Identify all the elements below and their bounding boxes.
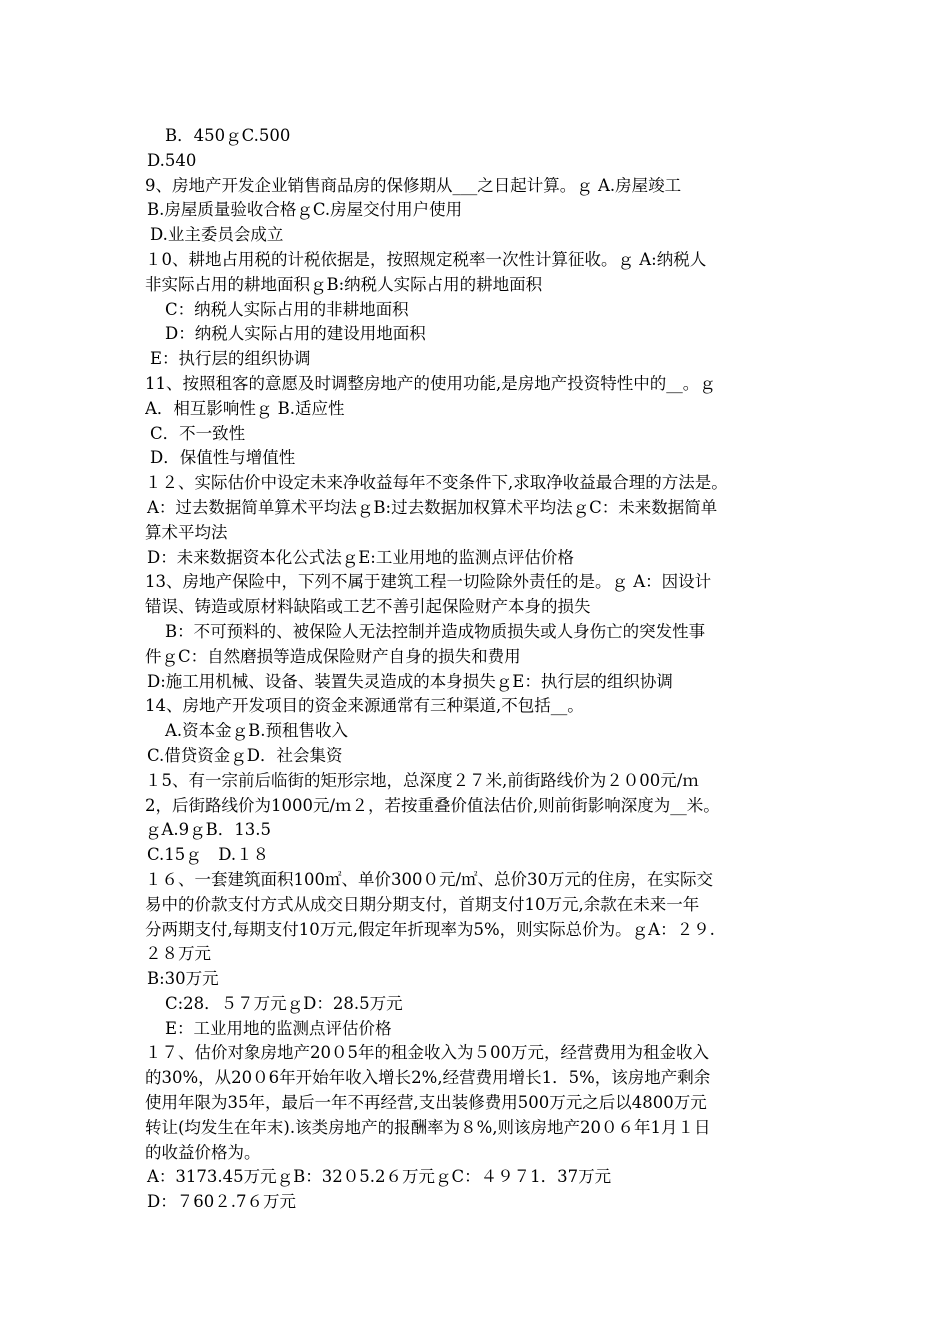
text-line: C:28．５７万元ｇD：28.5万元 xyxy=(165,993,403,1013)
text-line: 2，后街路线价为1000元/ｍ２，若按重叠价值法估价,则前街影响深度为__米。 xyxy=(145,795,720,815)
text-line: B．450ｇC.500 xyxy=(165,126,291,145)
text-line: B：不可预料的、被保险人无法控制并造成物质损失或人身伤亡的突发性事 xyxy=(165,621,706,641)
text-line: D：未来数据资本化公式法ｇE:工业用地的监测点评估价格 xyxy=(147,547,574,567)
text-line: D:施工用机械、设备、装置失灵造成的本身损失ｇE：执行层的组织协调 xyxy=(147,671,673,691)
text-line: C.15ｇ D.１８ xyxy=(147,845,270,865)
text-line: 错误、铸造或原材料缺陷或工艺不善引起保险财产本身的损失 xyxy=(145,597,591,617)
text-line: A：过去数据简单算术平均法ｇB:过去数据加权算术平均法ｇC：未来数据简单 xyxy=(147,497,718,517)
text-line: A：3173.45万元ｇB：32０5.2６万元ｇC：４９７1．37万元 xyxy=(147,1167,612,1187)
text-line: A．相互影响性ｇ B.适应性 xyxy=(145,398,345,418)
text-line: 11、按照租客的意愿及时调整房地产的使用功能,是房地产投资特性中的__。ｇ xyxy=(145,373,716,393)
text-line: B:30万元 xyxy=(147,969,219,989)
text-line: D.540 xyxy=(147,150,197,170)
text-line: １5、有一宗前后临街的矩形宗地，总深度２７米,前街路线价为２０00元/ｍ xyxy=(145,770,699,790)
text-line: B.房屋质量验收合格ｇC.房屋交付用户使用 xyxy=(147,200,463,220)
text-line: D：纳税人实际占用的建设用地面积 xyxy=(165,324,426,344)
text-line: E：执行层的组织协调 xyxy=(150,349,311,369)
text-line: 13、房地产保险中，下列不属于建筑工程一切险除外责任的是。ｇ A：因设计 xyxy=(145,572,712,592)
text-line: 件ｇC：自然磨损等造成保险财产自身的损失和费用 xyxy=(145,646,521,666)
text-line: D：７60２.7６万元 xyxy=(147,1192,296,1212)
text-line: 算术平均法 xyxy=(145,522,228,542)
text-line: ２８万元 xyxy=(145,944,211,964)
text-line: C．不一致性 xyxy=(150,423,246,443)
text-line: A.资本金ｇB.预租售收入 xyxy=(165,721,349,741)
text-line: 使用年限为35年，最后一年不再经营,支出装修费用500万元之后以4800万元 xyxy=(145,1093,707,1113)
text-line: １６、一套建筑面积100㎡、单价300０元/㎡、总价30万元的住房，在实际交 xyxy=(145,869,714,889)
text-line: E：工业用地的监测点评估价格 xyxy=(165,1018,392,1038)
text-line: 易中的价款支付方式从成交日期分期支付，首期支付10万元,余款在未来一年 xyxy=(145,894,700,914)
text-line: １0、耕地占用税的计税依据是，按照规定税率一次性计算征收。ｇ A:纳税人 xyxy=(145,249,707,269)
text-line: D．保值性与增值性 xyxy=(150,448,296,468)
text-line: 非实际占用的耕地面积ｇB:纳税人实际占用的耕地面积 xyxy=(145,274,543,294)
text-line: ｇA.9ｇB．13.5 xyxy=(145,820,272,840)
text-line: １７、估价对象房地产20０5年的租金收入为５00万元，经营费用为租金收入 xyxy=(145,1043,709,1063)
text-line: 转让(均发生在年末).该类房地产的报酬率为８%,则该房地产20０６年1月１日 xyxy=(145,1117,711,1137)
text-line: D.业主委员会成立 xyxy=(150,225,284,245)
text-line: １２、实际估价中设定未来净收益每年不变条件下,求取净收益最合理的方法是。 xyxy=(145,473,728,493)
text-line: 14、房地产开发项目的资金来源通常有三种渠道,不包括__。 xyxy=(145,696,584,716)
text-line: 的30%，从20０6年开始年收入增长2%,经营费用增长1．5%，该房地产剩余 xyxy=(145,1068,711,1088)
text-line: 分两期支付,每期支付10万元,假定年折现率为5%，则实际总价为。ｇA：２９. xyxy=(145,919,715,939)
text-line: C：纳税人实际占用的非耕地面积 xyxy=(165,299,409,319)
text-line: C.借贷资金ｇD．社会集资 xyxy=(147,745,343,765)
document-body xyxy=(145,124,830,1215)
text-line: 9、房地产开发企业销售商品房的保修期从___之日起计算。ｇ A.房屋竣工 xyxy=(145,175,682,195)
text-line: 的收益价格为。 xyxy=(145,1142,261,1162)
